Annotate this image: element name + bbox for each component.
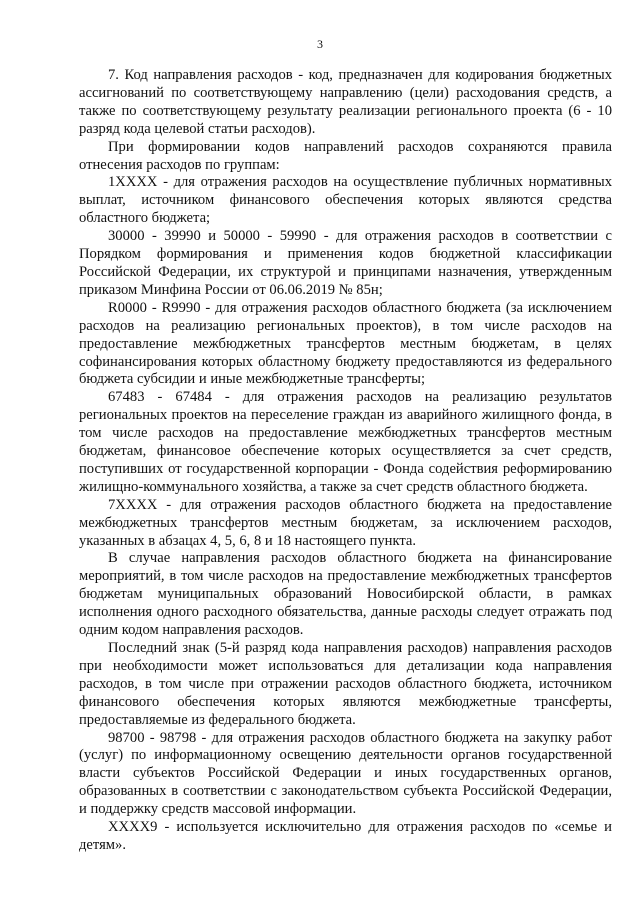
page-number: 3	[317, 37, 323, 51]
paragraph-code-7xxxx: 7XXXX - для отражения расходов областного бюджета на предоставление межбюджетных трансфертов местным бюджетам, за исключением расходов, указанных в абзацах 4, 5, 6, 8 и 18 настоящего пункта.	[79, 496, 612, 549]
paragraph-code-67483-67484: 67483 - 67484 - для отражения расходов на реализацию результатов региональных проектов на переселение граждан из аварийного жилищного фонда, в том числе расходов на предоставление межбюджетных трансфертов местным бюджетам, финансовое обеспечение которых осуществляется за счет средств, поступивших от государственной корпорации - Фонда содействия реформированию жилищно-коммунального хозяйства, а также за счет средств областного бюджета.	[79, 389, 612, 495]
paragraph-single-obligation: В случае направления расходов областного бюджета на финансирование мероприятий, в том числе расходов на предоставление межбюджетных трансфертов бюджетам муниципальных образований Новосибирской области, в рамках исполнения одного расходного обязательства, данные расходы следует отражать под одним кодом направления расходов.	[79, 550, 612, 639]
paragraph-grouping-rules: При формировании кодов направлений расходов сохраняются правила отнесения расходов по группам:	[79, 138, 612, 173]
paragraph-code-30000-59990: 30000 - 39990 и 50000 - 59990 - для отражения расходов в соответствии с Порядком формирования и применения кодов бюджетной классификации Российской Федерации, их структурой и принципами назначения, утвержденным приказом Минфина России от 06.06.2019 № 85н;	[79, 228, 612, 298]
document-body	[79, 67, 612, 855]
paragraph-last-digit: Последний знак (5-й разряд кода направления расходов) направления расходов при необходимости может использоваться для детализации кода направления расходов, в том числе при отражении расходов областного бюджета, источником финансового обеспечения которых являются межбюджетные трансферты, предоставляемые из федерального бюджета.	[79, 640, 612, 728]
paragraph-expense-direction-code: 7. Код направления расходов - код, предназначен для кодирования бюджетных ассигнований по соответствующему направлению (цели) расходования средств, а также по соответствующему результату реализации регионального проекта (6 - 10 разряд кода целевой статьи расходов).	[79, 67, 612, 137]
paragraph-code-xxxx9: XXXX9 - используется исключительно для отражения расходов по «семье и детям».	[79, 819, 612, 853]
paragraph-code-1xxxx: 1XXXX - для отражения расходов на осуществление публичных нормативных выплат, источником финансового обеспечения которых являются средства областного бюджета;	[79, 174, 612, 227]
paragraph-code-98700-98798: 98700 - 98798 - для отражения расходов областного бюджета на закупку работ (услуг) по информационному освещению деятельности органов государственной власти субъектов Российской Федерации и иных государственных органов, образованных в соответствии с законодательством субъекта Российской Федерации, и поддержку средств массовой информации.	[79, 729, 612, 818]
paragraph-code-r0000-r9990: R0000 - R9990 - для отражения расходов областного бюджета (за исключением расходов на реализацию региональных проектов), в том числе расходов на предоставление межбюджетных трансфертов местным бюджетам, в целях софинансирования которых областному бюджету предоставляются из федерального бюджета субсидии и иные межбюджетные трансферты;	[79, 299, 612, 388]
